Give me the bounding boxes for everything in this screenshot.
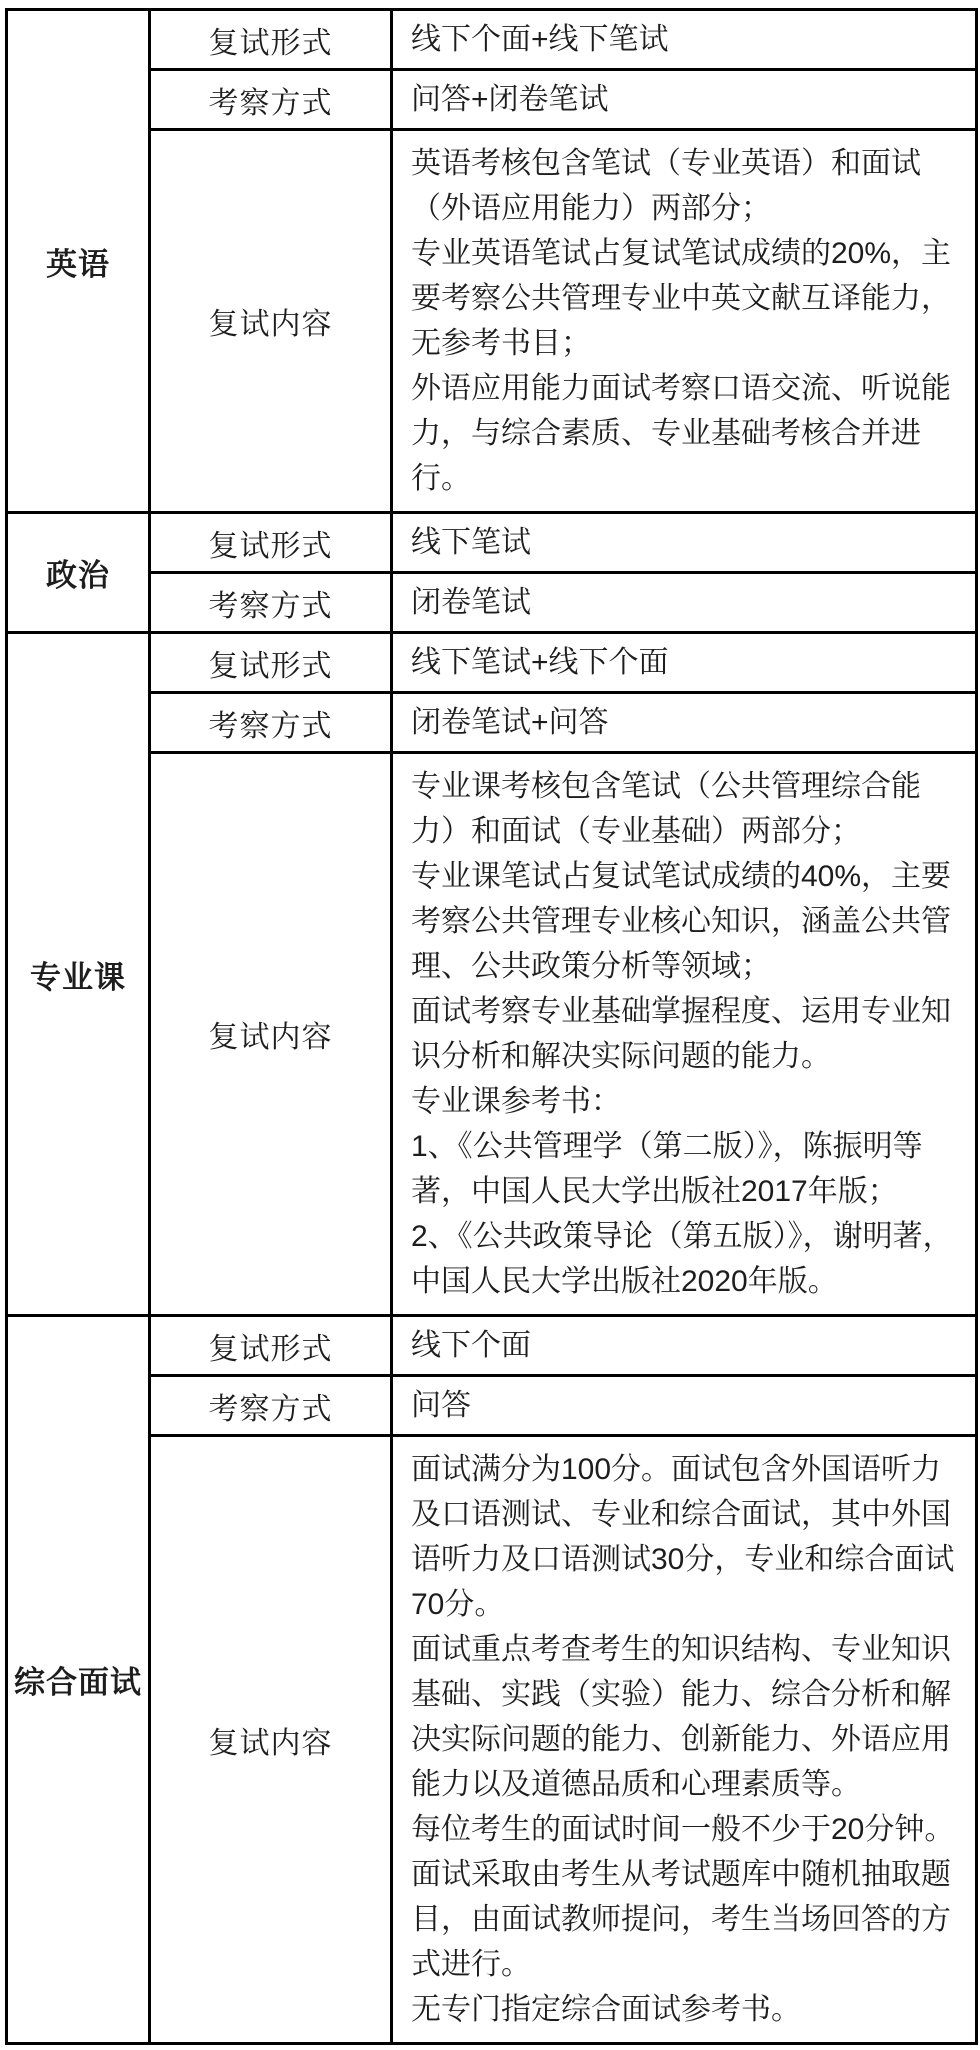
subject-cell-comprehensive-interview: 综合面试 [7,1316,150,2044]
table-row [7,633,977,693]
content-paragraph: 专业课考核包含笔试（公共管理综合能力）和面试（专业基础）两部分； [411,770,921,848]
field-label-cell: 考察方式 [150,693,392,753]
subject-cell-english: 英语 [7,10,150,513]
content-paragraph: 专业英语笔试占复试笔试成绩的20%，主要考察公共管理专业中英文献互译能力，无参考书目； [411,237,952,360]
field-label-cell: 复试内容 [150,1436,392,2044]
field-value-cell: 线下笔试 [392,513,977,573]
field-label-cell: 考察方式 [150,1376,392,1436]
table-row [7,573,977,633]
table-row [7,693,977,753]
field-value-cell: 问答+闭卷笔试 [392,70,977,130]
field-label-cell: 复试形式 [150,513,392,573]
table-row [7,10,977,70]
field-value-cell [392,1436,977,2044]
table-row [7,70,977,130]
content-paragraph: 专业课参考书： [411,1085,621,1118]
re-examination-table [5,8,978,2045]
field-value-cell: 闭卷笔试 [392,573,977,633]
table-row [7,513,977,573]
content-paragraph: 面试重点考查考生的知识结构、专业知识基础、实践（实验）能力、综合分析和解决实际问题的能力、创新能力、外语应用能力以及道德品质和心理素质等。 [411,1633,951,1801]
subject-cell-politics: 政治 [7,513,150,633]
content-paragraph: 每位考生的面试时间一般不少于20分钟。 [411,1813,955,1846]
table-row [7,130,977,513]
field-value-cell [392,753,977,1316]
field-label-cell: 考察方式 [150,70,392,130]
content-paragraph: 面试满分为100分。面试包含外国语听力及口语测试、专业和综合面试，其中外国语听力及口语测试30分，专业和综合面试70分。 [411,1453,955,1621]
content-paragraph: 面试采取由考生从考试题库中随机抽取题目，由面试教师提问，考生当场回答的方式进行。 [411,1858,951,1981]
content-paragraph: 2、《公共政策导论（第五版）》，谢明著，中国人民大学出版社2020年版。 [411,1220,953,1298]
field-label-cell: 复试内容 [150,130,392,513]
field-value-cell: 闭卷笔试+问答 [392,693,977,753]
table-row [7,753,977,1316]
field-label-cell: 复试形式 [150,1316,392,1376]
table-row [7,1376,977,1436]
content-paragraph: 1、《公共管理学（第二版）》，陈振明等著，中国人民大学出版社2017年版； [411,1130,923,1208]
subject-cell-major-course: 专业课 [7,633,150,1316]
field-value-cell: 线下个面 [392,1316,977,1376]
field-value-cell [392,130,977,513]
field-label-cell: 复试形式 [150,633,392,693]
field-value-cell: 问答 [392,1376,977,1436]
content-paragraph: 英语考核包含笔试（专业英语）和面试（外语应用能力）两部分； [411,147,921,225]
content-paragraph: 无专门指定综合面试参考书。 [411,1993,801,2026]
field-value-cell: 线下个面+线下笔试 [392,10,977,70]
table-row [7,1316,977,1376]
field-value-cell: 线下笔试+线下个面 [392,633,977,693]
content-paragraph: 专业课笔试占复试笔试成绩的40%，主要考察公共管理专业核心知识，涵盖公共管理、公共政策分析等领域； [411,860,952,983]
field-label-cell: 复试形式 [150,10,392,70]
content-paragraph: 外语应用能力面试考察口语交流、听说能力，与综合素质、专业基础考核合并进行。 [411,372,951,495]
table-row [7,1436,977,2044]
content-paragraph: 面试考察专业基础掌握程度、运用专业知识分析和解决实际问题的能力。 [411,995,951,1073]
field-label-cell: 考察方式 [150,573,392,633]
field-label-cell: 复试内容 [150,753,392,1316]
